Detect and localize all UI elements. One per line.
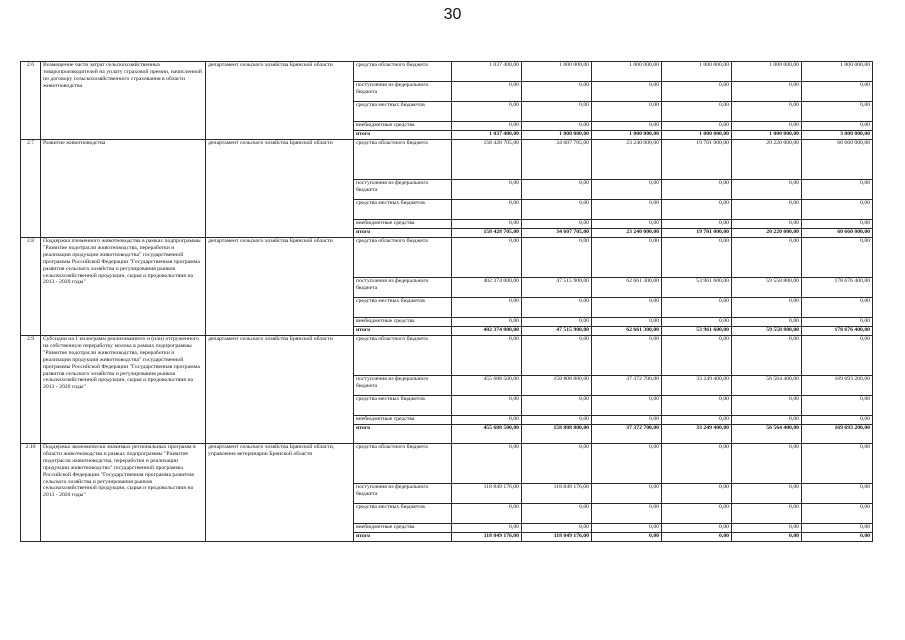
- amount-cell: 0,00: [452, 318, 522, 327]
- amount-cell: 0,00: [452, 336, 522, 376]
- amount-cell: 0,00: [732, 298, 802, 318]
- funding-source: внебюджетные средства: [354, 122, 452, 131]
- funding-source: средства областного бюджета: [354, 62, 452, 82]
- amount-cell: 0,00: [732, 82, 802, 102]
- amount-cell: 0,00: [732, 396, 802, 416]
- funding-source: внебюджетные средства: [354, 416, 452, 425]
- amount-cell: 62 661 300,00: [592, 327, 662, 336]
- amount-cell: 0,00: [802, 396, 873, 416]
- amount-cell: 0,00: [732, 318, 802, 327]
- funding-source: поступления из федерального бюджета: [354, 82, 452, 102]
- funding-source: средства местных бюджетов: [354, 504, 452, 524]
- amount-cell: 0,00: [662, 122, 732, 131]
- amount-cell: 0,00: [522, 318, 592, 327]
- amount-cell: 0,00: [802, 504, 873, 524]
- amount-cell: 0,00: [662, 336, 732, 376]
- amount-cell: 0,00: [522, 180, 592, 200]
- page-number: 30: [443, 6, 462, 23]
- amount-cell: 1 000 000,00: [522, 131, 592, 140]
- executor: департамент сельского хозяйства Брянской области: [206, 62, 354, 140]
- funding-source: средства областного бюджета: [354, 336, 452, 376]
- funding-source: средства областного бюджета: [354, 444, 452, 484]
- amount-cell: 0,00: [802, 102, 873, 122]
- amount-cell: 0,00: [452, 82, 522, 102]
- amount-cell: 0,00: [662, 524, 732, 533]
- funding-source: итого: [354, 533, 452, 542]
- amount-cell: 0,00: [522, 102, 592, 122]
- funding-source: поступления из федерального бюджета: [354, 278, 452, 298]
- funding-source: средства местных бюджетов: [354, 298, 452, 318]
- amount-cell: 455 688 500,00: [452, 376, 522, 396]
- amount-cell: 0,00: [592, 533, 662, 542]
- amount-cell: 0,00: [452, 396, 522, 416]
- amount-cell: 60 660 000,00: [802, 140, 873, 180]
- funding-source: итого: [354, 425, 452, 444]
- amount-cell: 0,00: [802, 484, 873, 504]
- amount-cell: 0,00: [592, 200, 662, 220]
- amount-cell: 0,00: [592, 396, 662, 416]
- funding-source: поступления из федерального бюджета: [354, 484, 452, 504]
- amount-cell: 23 240 000,00: [592, 140, 662, 180]
- amount-cell: 37 372 700,00: [592, 376, 662, 396]
- amount-cell: 0,00: [662, 200, 732, 220]
- amount-cell: 20 220 000,00: [732, 140, 802, 180]
- amount-cell: 0,00: [452, 444, 522, 484]
- amount-cell: 59 558 800,00: [732, 278, 802, 298]
- amount-cell: 0,00: [592, 484, 662, 504]
- amount-cell: 0,00: [802, 220, 873, 229]
- amount-cell: 0,00: [522, 444, 592, 484]
- amount-cell: 34 607 705,00: [522, 229, 592, 238]
- amount-cell: 0,00: [662, 504, 732, 524]
- funding-source: средства местных бюджетов: [354, 102, 452, 122]
- amount-cell: 0,00: [522, 238, 592, 278]
- amount-cell: 0,00: [522, 416, 592, 425]
- amount-cell: 402 374 000,00: [452, 327, 522, 336]
- amount-cell: 0,00: [802, 524, 873, 533]
- amount-cell: 1 000 000,00: [592, 131, 662, 140]
- funding-source: средства местных бюджетов: [354, 396, 452, 416]
- amount-cell: 0,00: [452, 180, 522, 200]
- amount-cell: 0,00: [522, 122, 592, 131]
- funding-source: средства местных бюджетов: [354, 200, 452, 220]
- measure-name: Поддержка племенного животноводства в рамках подпрограммы "Развитие подотрасли животноводства, переработки и реализации продукции животноводства" государственной программы Российской Федерации "Государственная программа развития сельского хозяйства и регулирования рынков сельскохозяйственной продукции, сырья и продовольствия на 2013 - 2020 годы": [41, 238, 206, 336]
- amount-cell: 0,00: [732, 220, 802, 229]
- amount-cell: 0,00: [802, 416, 873, 425]
- amount-cell: 402 374 000,00: [452, 278, 522, 298]
- amount-cell: 0,00: [662, 238, 732, 278]
- table-row: [21, 140, 873, 180]
- amount-cell: 0,00: [592, 238, 662, 278]
- amount-cell: 0,00: [592, 444, 662, 484]
- funding-source: поступления из федерального бюджета: [354, 376, 452, 396]
- funding-source: поступления из федерального бюджета: [354, 180, 452, 200]
- amount-cell: 158 808 800,00: [522, 425, 592, 444]
- amount-cell: 118 849 176,00: [452, 484, 522, 504]
- amount-cell: 0,00: [802, 180, 873, 200]
- row-number: 2.6: [21, 62, 41, 140]
- amount-cell: 0,00: [522, 396, 592, 416]
- amount-cell: 23 240 000,00: [592, 229, 662, 238]
- amount-cell: 0,00: [662, 396, 732, 416]
- funding-source: итого: [354, 327, 452, 336]
- amount-cell: 1 000 000,00: [732, 131, 802, 140]
- amount-cell: 0,00: [592, 180, 662, 200]
- amount-cell: 0,00: [452, 238, 522, 278]
- executor: департамент сельского хозяйства Брянской области: [206, 238, 354, 336]
- amount-cell: 1 037 400,00: [452, 62, 522, 82]
- row-number: 2.7: [21, 140, 41, 238]
- amount-cell: 169 693 200,00: [802, 425, 873, 444]
- amount-cell: 33 249 400,00: [662, 425, 732, 444]
- amount-cell: 0,00: [732, 484, 802, 504]
- amount-cell: 0,00: [802, 444, 873, 484]
- amount-cell: 0,00: [662, 416, 732, 425]
- amount-cell: 0,00: [452, 220, 522, 229]
- executor: департамент сельского хозяйства Брянской области: [206, 336, 354, 444]
- amount-cell: 0,00: [662, 180, 732, 200]
- amount-cell: 0,00: [522, 200, 592, 220]
- amount-cell: 53 961 600,00: [662, 327, 732, 336]
- amount-cell: 0,00: [802, 298, 873, 318]
- amount-cell: 158 428 705,00: [452, 229, 522, 238]
- amount-cell: 60 660 000,00: [802, 229, 873, 238]
- amount-cell: 1 000 000,00: [732, 62, 802, 82]
- amount-cell: 47 515 900,00: [522, 278, 592, 298]
- table-row: [21, 238, 873, 278]
- amount-cell: 0,00: [522, 298, 592, 318]
- amount-cell: 0,00: [802, 238, 873, 278]
- amount-cell: 0,00: [522, 504, 592, 524]
- amount-cell: 0,00: [662, 102, 732, 122]
- table-row: [21, 444, 873, 484]
- amount-cell: 47 515 900,00: [522, 327, 592, 336]
- measure-name: Субсидии на 1 килограмм реализованного и (или) отгруженного на собственную переработку молока в рамках подпрограммы "Развитие подотрасли животноводства, переработки и реализации продукции животноводства" государственной программы Российской Федерации "Государственная программа развития сельского хозяйства и регулирования рынков сельскохозяйственной продукции, сырья и продовольствия на 2013 - 2020 годы": [41, 336, 206, 444]
- amount-cell: 158 808 800,00: [522, 376, 592, 396]
- amount-cell: 0,00: [732, 238, 802, 278]
- measure-name: Возмещение части затрат сельскохозяйственных товаропроизводителей на уплату страховой премии, начисленной по договору сельскохозяйственного страхования в области животноводства: [41, 62, 206, 140]
- amount-cell: 0,00: [732, 416, 802, 425]
- amount-cell: 0,00: [802, 122, 873, 131]
- amount-cell: 0,00: [802, 200, 873, 220]
- amount-cell: 0,00: [592, 504, 662, 524]
- amount-cell: 62 661 300,00: [592, 278, 662, 298]
- amount-cell: 0,00: [592, 102, 662, 122]
- amount-cell: 455 688 500,00: [452, 425, 522, 444]
- amount-cell: 37 372 700,00: [592, 425, 662, 444]
- amount-cell: 1 037 400,00: [452, 131, 522, 140]
- amount-cell: 0,00: [452, 200, 522, 220]
- amount-cell: 0,00: [452, 298, 522, 318]
- amount-cell: 0,00: [662, 82, 732, 102]
- amount-cell: 0,00: [732, 444, 802, 484]
- amount-cell: 0,00: [802, 336, 873, 376]
- funding-source: внебюджетные средства: [354, 220, 452, 229]
- amount-cell: 0,00: [732, 180, 802, 200]
- amount-cell: 56 564 400,00: [732, 376, 802, 396]
- amount-cell: 1 000 000,00: [592, 62, 662, 82]
- amount-cell: 0,00: [802, 318, 873, 327]
- amount-cell: 1 000 000,00: [522, 62, 592, 82]
- amount-cell: 0,00: [592, 82, 662, 102]
- amount-cell: 0,00: [732, 336, 802, 376]
- amount-cell: 0,00: [452, 504, 522, 524]
- measure-name: Поддержка экономически значимых региональных программ в области животноводства в рамках подпрограммы "Развитие подотрасли животноводства, переработки и реализации продукции животноводства" государственной программы Российской Федерации "Государственная программа развития сельского хозяйства и регулирования рынков сельскохозяйственной продукции, сырья и продовольствия на 2013 - 2020 годы": [41, 444, 206, 542]
- funding-source: внебюджетные средства: [354, 524, 452, 533]
- amount-cell: 0,00: [592, 220, 662, 229]
- amount-cell: 0,00: [452, 524, 522, 533]
- amount-cell: 0,00: [732, 122, 802, 131]
- amount-cell: 20 220 000,00: [732, 229, 802, 238]
- amount-cell: 0,00: [662, 444, 732, 484]
- amount-cell: 34 607 705,00: [522, 140, 592, 180]
- amount-cell: 0,00: [452, 416, 522, 425]
- measure-name: Развитие животноводства: [41, 140, 206, 238]
- amount-cell: 0,00: [662, 533, 732, 542]
- amount-cell: 0,00: [592, 318, 662, 327]
- amount-cell: 0,00: [732, 504, 802, 524]
- amount-cell: 118 849 176,00: [522, 533, 592, 542]
- amount-cell: 19 701 000,00: [662, 229, 732, 238]
- budget-table: [20, 61, 873, 542]
- amount-cell: 0,00: [522, 336, 592, 376]
- amount-cell: 0,00: [732, 533, 802, 542]
- amount-cell: 0,00: [452, 122, 522, 131]
- amount-cell: 1 000 000,00: [662, 62, 732, 82]
- amount-cell: 33 249 400,00: [662, 376, 732, 396]
- row-number: 2.8: [21, 238, 41, 336]
- amount-cell: 56 564 400,00: [732, 425, 802, 444]
- amount-cell: 0,00: [662, 298, 732, 318]
- amount-cell: 0,00: [662, 484, 732, 504]
- executor: департамент сельского хозяйства Брянской области, управление ветеринарии Брянской области: [206, 444, 354, 542]
- amount-cell: 0,00: [662, 318, 732, 327]
- amount-cell: 0,00: [732, 524, 802, 533]
- amount-cell: 178 676 400,00: [802, 278, 873, 298]
- amount-cell: 0,00: [522, 524, 592, 533]
- amount-cell: 118 849 176,00: [522, 484, 592, 504]
- amount-cell: 1 000 000,00: [662, 131, 732, 140]
- amount-cell: 0,00: [592, 524, 662, 533]
- amount-cell: 0,00: [592, 336, 662, 376]
- amount-cell: 19 701 000,00: [662, 140, 732, 180]
- funding-source: средства областного бюджета: [354, 140, 452, 180]
- executor: департамент сельского хозяйства Брянской области: [206, 140, 354, 238]
- amount-cell: 0,00: [802, 533, 873, 542]
- amount-cell: 0,00: [732, 102, 802, 122]
- funding-source: итого: [354, 131, 452, 140]
- amount-cell: 1 000 000,00: [802, 62, 873, 82]
- amount-cell: 59 558 800,00: [732, 327, 802, 336]
- amount-cell: 0,00: [732, 200, 802, 220]
- amount-cell: 0,00: [802, 82, 873, 102]
- amount-cell: 0,00: [662, 220, 732, 229]
- amount-cell: 0,00: [522, 220, 592, 229]
- funding-source: внебюджетные средства: [354, 318, 452, 327]
- amount-cell: 0,00: [452, 102, 522, 122]
- amount-cell: 3 000 000,00: [802, 131, 873, 140]
- table-row: [21, 62, 873, 82]
- amount-cell: 118 849 176,00: [452, 533, 522, 542]
- amount-cell: 0,00: [522, 82, 592, 102]
- row-number: 2.9: [21, 336, 41, 444]
- amount-cell: 0,00: [592, 298, 662, 318]
- funding-source: итого: [354, 229, 452, 238]
- table-row: [21, 336, 873, 376]
- amount-cell: 0,00: [592, 122, 662, 131]
- amount-cell: 178 676 400,00: [802, 327, 873, 336]
- amount-cell: 169 693 200,00: [802, 376, 873, 396]
- funding-source: средства областного бюджета: [354, 238, 452, 278]
- row-number: 2.10: [21, 444, 41, 542]
- amount-cell: 158 428 705,00: [452, 140, 522, 180]
- budget-body: [21, 62, 873, 542]
- amount-cell: 0,00: [592, 416, 662, 425]
- amount-cell: 53 961 600,00: [662, 278, 732, 298]
